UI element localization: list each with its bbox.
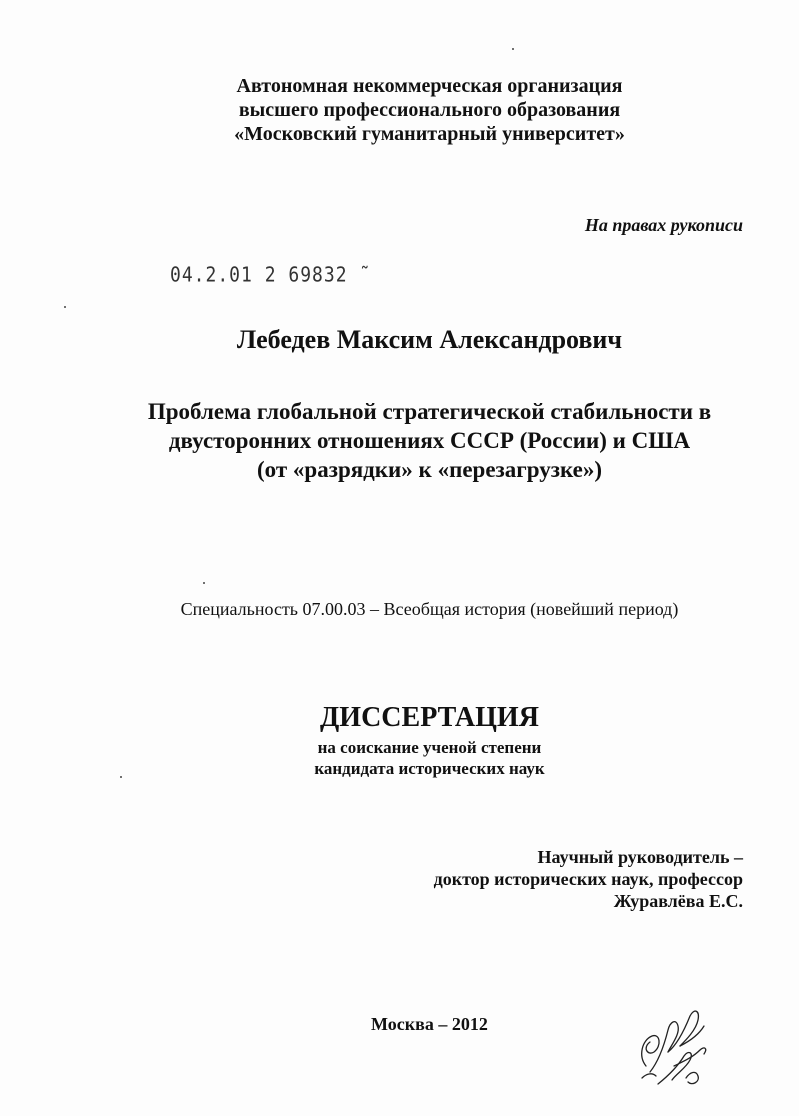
scan-speck [120, 776, 122, 778]
title-line-1: Проблема глобальной стратегической стабильности в [147, 399, 712, 424]
dissertation-title [30, 397, 799, 484]
degree-description [30, 737, 799, 779]
scan-speck [64, 306, 66, 308]
city-year: Москва – 2012 [371, 1014, 488, 1034]
specialty-line: Специальность 07.00.03 – Всеобщая история (новейший период) [180, 599, 679, 619]
organization-line-3: «Московский гуманитарный университет» [234, 123, 625, 145]
supervisor-line-3: Журавлёва Е.С. [613, 891, 743, 911]
organization-line-1: Автономная некоммерческая организация [236, 75, 623, 97]
degree-line-1: на соискание ученой степени [317, 738, 542, 757]
supervisor-line-1: Научный руководитель – [537, 847, 743, 867]
rights-note: На правах рукописи [584, 215, 743, 235]
author-name: Лебедев Максим Александрович [236, 325, 623, 354]
dissertation-heading: ДИССЕРТАЦИЯ [320, 702, 539, 733]
handwritten-signature [628, 996, 718, 1096]
supervisor-line-2: доктор исторических наук, профессор [433, 869, 743, 889]
degree-line-2: кандидата исторических наук [314, 759, 545, 778]
organization-line-2: высшего профессионального образования [238, 99, 621, 121]
registration-stamp: 04.2.01 2 69832 ˜ [170, 263, 372, 288]
supervisor-block [434, 846, 743, 912]
title-line-2: двусторонних отношениях СССР (России) и США [168, 428, 691, 453]
title-line-3: (от «разрядки» к «перезагрузке») [257, 457, 602, 482]
scan-speck [512, 48, 514, 50]
organization-header [30, 74, 799, 146]
scan-speck [203, 582, 205, 584]
